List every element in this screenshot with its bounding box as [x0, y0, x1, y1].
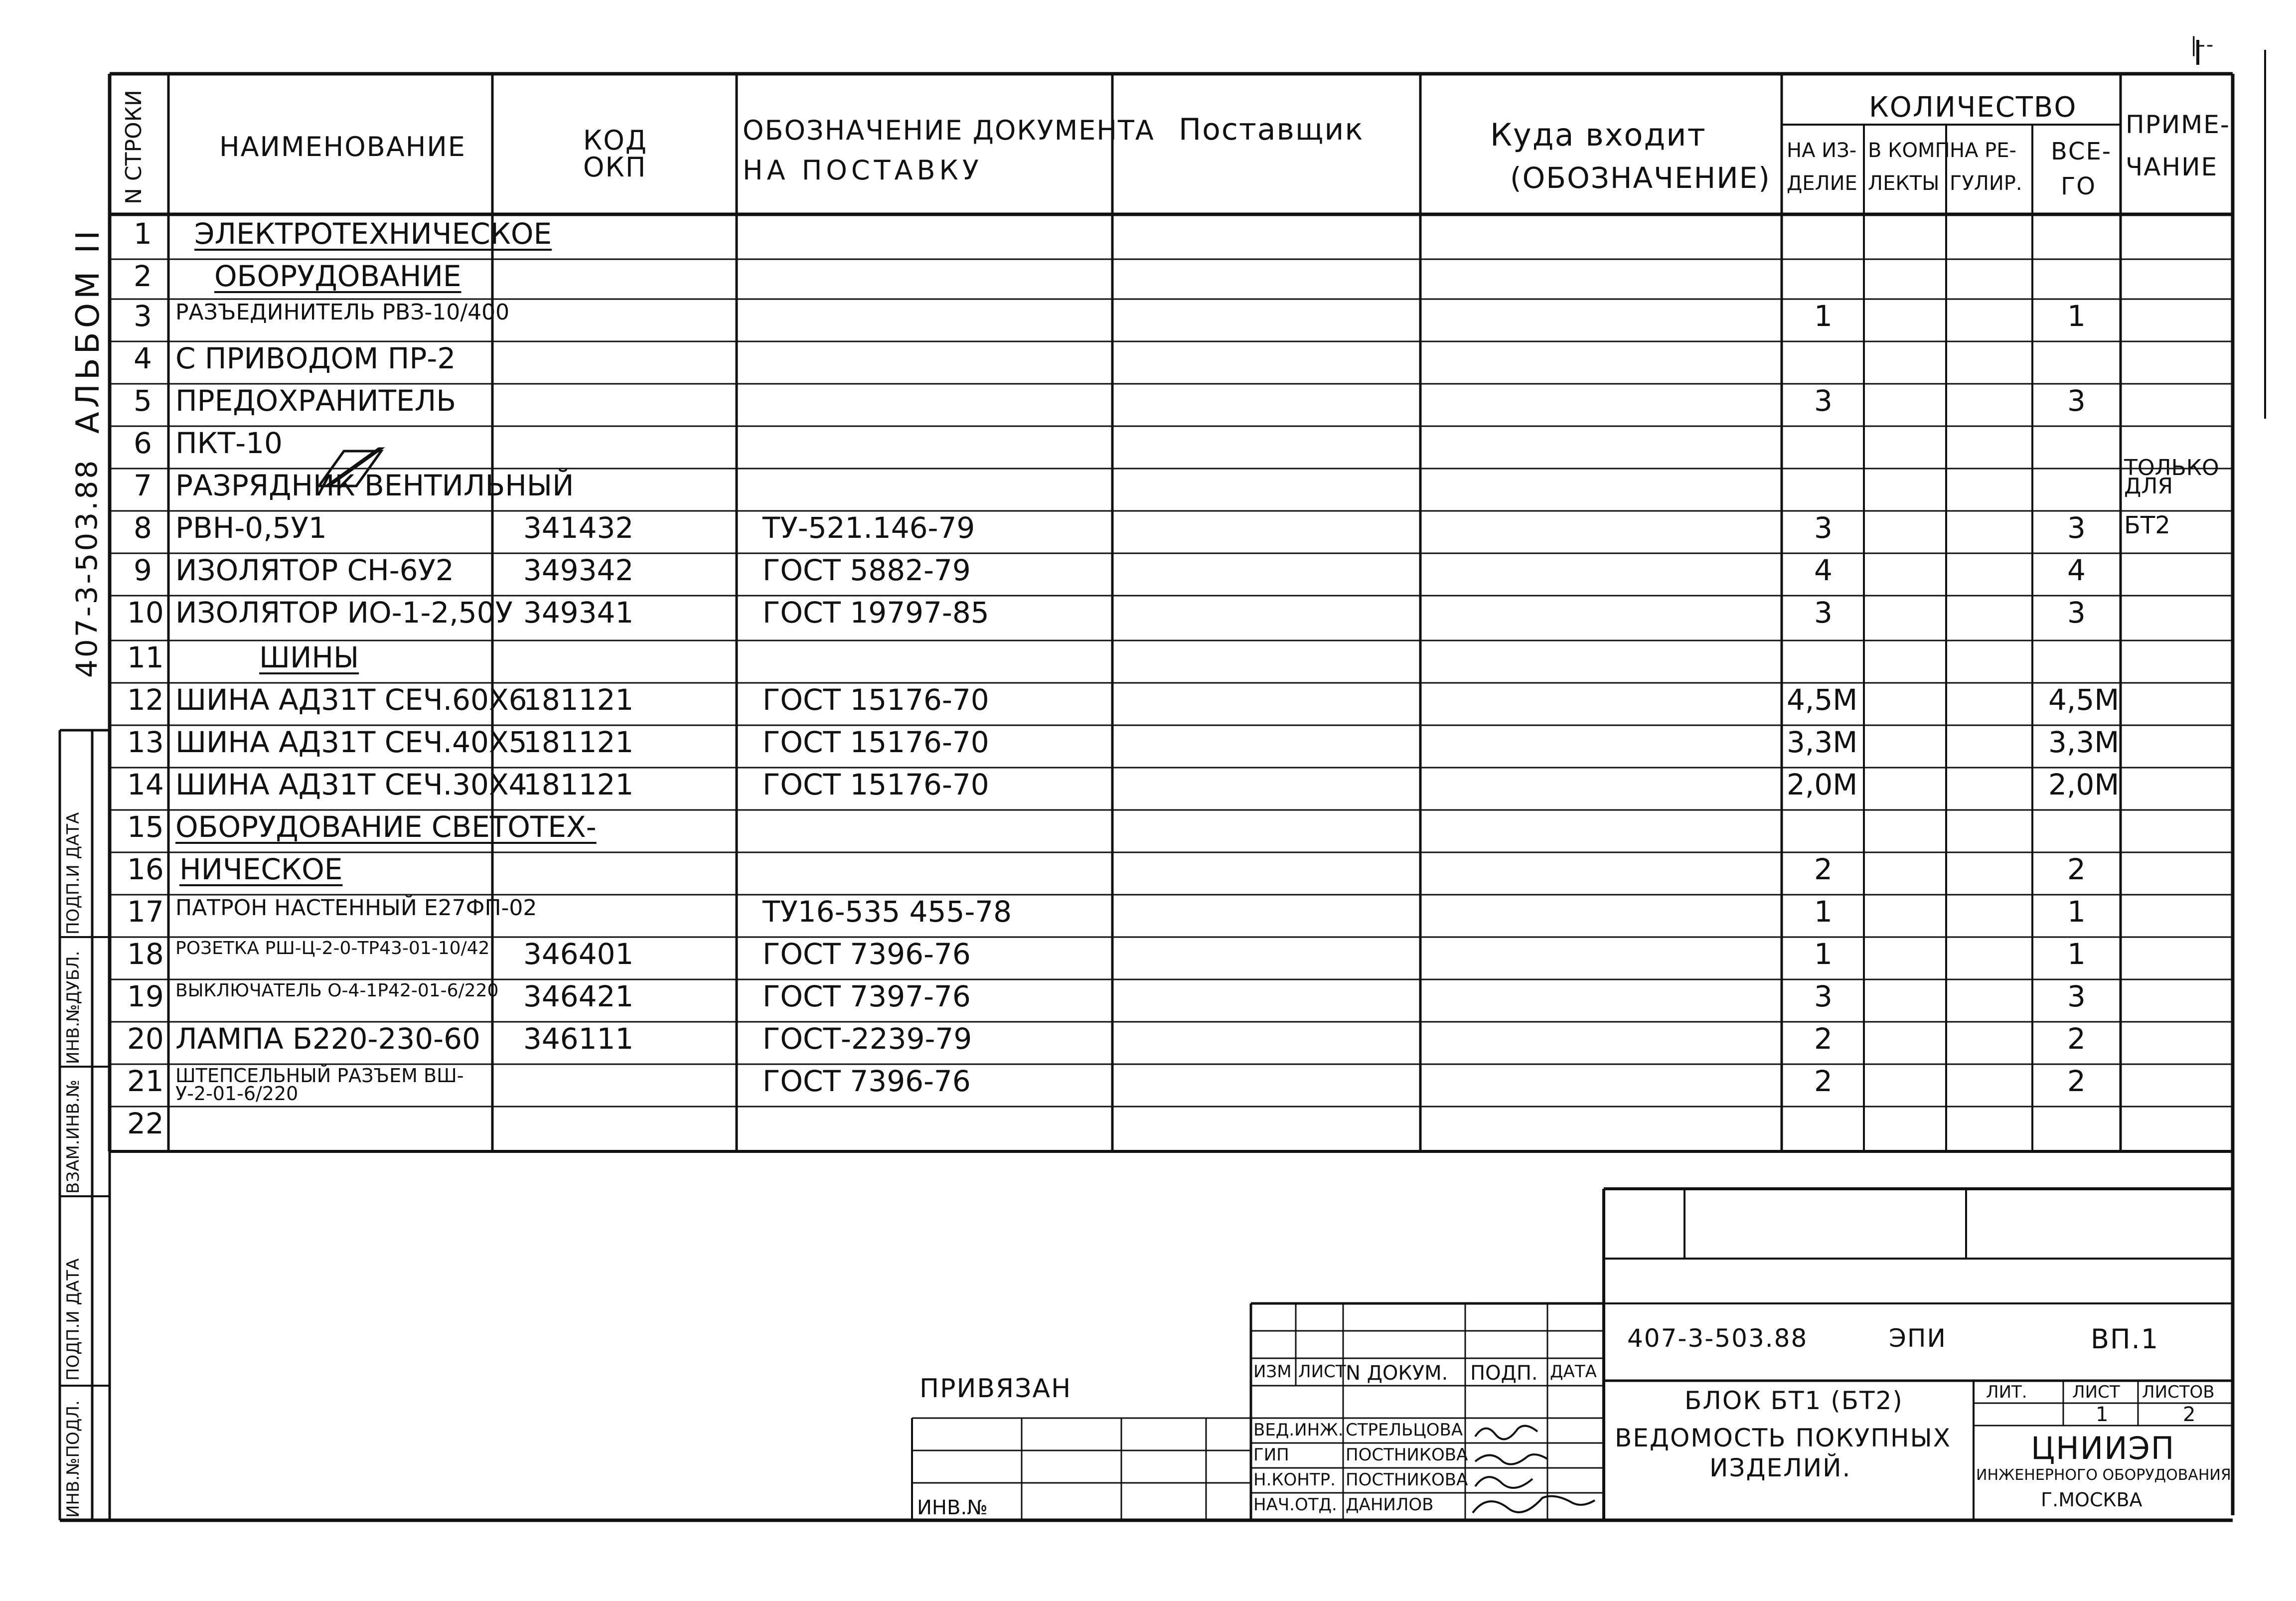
qty-per-item: 4	[1814, 553, 1833, 587]
signature-4	[1473, 1496, 1595, 1513]
header-q-item-2: ДЕЛИЕ	[1787, 172, 1857, 195]
supply-doc: ГОСТ 7397-76	[763, 979, 971, 1013]
item-name: ПКТ-10	[175, 426, 283, 460]
item-name: ОБОРУДОВАНИЕ	[214, 259, 461, 293]
okp-code: 181121	[523, 725, 634, 759]
item-name: ПАТРОН НАСТЕННЫЙ Е27ФП-02	[175, 895, 537, 921]
item-name: ШИНА АД31Т СЕЧ.40Х5	[175, 725, 527, 759]
qty-per-item: 3	[1814, 511, 1833, 545]
header-note-1: ПРИМЕ-	[2126, 110, 2230, 139]
qty-total: 4	[2067, 553, 2086, 587]
doc-code: 407-3-503.88	[1627, 1324, 1808, 1353]
sheet-id: ВП.1	[2091, 1323, 2159, 1355]
header-q-adj-1: НА РЕ-	[1950, 139, 2016, 162]
okp-code: 181121	[523, 768, 634, 801]
qty-per-item: 1	[1814, 937, 1833, 971]
list-value: 1	[2096, 1403, 2109, 1426]
col-data: ДАТА	[1550, 1362, 1597, 1382]
lit-label: ЛИТ.	[1986, 1382, 2027, 1402]
role-2: ГИП	[1253, 1445, 1289, 1465]
okp-code: 349342	[523, 553, 634, 587]
qty-total: 4,5М	[2048, 683, 2120, 717]
stamp-sign-date-1: ПОДП.И ДАТА	[63, 1258, 83, 1381]
supply-doc: ГОСТ 15176-70	[763, 683, 989, 717]
album-number: 407-3-503.88	[70, 458, 104, 678]
row-number: 10	[127, 596, 164, 630]
name-2: ПОСТНИКОВА	[1346, 1445, 1468, 1465]
item-name: ШИНА АД31Т СЕЧ.30Х4	[175, 768, 527, 801]
header-supplier: Поставщик	[1179, 112, 1364, 147]
supply-doc: ГОСТ 5882-79	[763, 553, 971, 587]
row-number: 11	[127, 640, 164, 674]
header-where-line2: (ОБОЗНАЧЕНИЕ)	[1510, 161, 1771, 195]
supply-doc: ТУ-521.146-79	[763, 511, 975, 545]
qty-per-item: 2,0М	[1787, 768, 1858, 801]
inv-no-label: ИНВ.№	[917, 1496, 988, 1519]
row-number: 17	[127, 895, 164, 929]
block-title: БЛОК БТ1 (БТ2)	[1684, 1386, 1903, 1415]
stamp-sign-date-2: ПОДП.И ДАТА	[63, 812, 83, 935]
row-number: 12	[127, 683, 164, 717]
row-number: 2	[134, 259, 152, 293]
row-number: 20	[127, 1022, 164, 1056]
item-name: РВН-0,5У1	[175, 511, 327, 545]
row-number: 9	[134, 553, 152, 587]
qty-total: 3,3М	[2048, 725, 2120, 759]
name-1: СТРЕЛЬЦОВА	[1346, 1420, 1463, 1440]
row-number: 13	[127, 725, 164, 759]
item-note: БТ2	[2124, 511, 2170, 539]
col-list: ЛИСТ	[1298, 1362, 1346, 1382]
supply-doc: ГОСТ 7396-76	[763, 937, 971, 971]
item-name: ШИНА АД31Т СЕЧ.60Х6	[175, 683, 527, 717]
row-number: 14	[127, 768, 164, 801]
item-note: ТОЛЬКО ДЛЯ	[2124, 455, 2219, 499]
qty-per-item: 4,5М	[1787, 683, 1858, 717]
qty-per-item: 2	[1814, 852, 1833, 886]
item-name: НИЧЕСКОЕ	[179, 852, 343, 886]
listov-value: 2	[2183, 1403, 2196, 1426]
supply-doc: ГОСТ 15176-70	[763, 725, 989, 759]
stamp-inv-dubl: ИНВ.№ДУБЛ.	[63, 951, 83, 1064]
supply-doc: ГОСТ-2239-79	[763, 1022, 972, 1056]
item-name: ИЗОЛЯТОР ИО-1-2,50У	[175, 596, 513, 630]
supply-doc: ТУ16-535 455-78	[763, 895, 1012, 929]
row-number: 5	[134, 384, 152, 418]
okp-code: 341432	[523, 511, 634, 545]
header-where-line1: Куда входит	[1490, 117, 1706, 153]
item-name: ЭЛЕКТРОТЕХНИЧЕСКОЕ	[194, 217, 552, 251]
header-q-total-2: ГО	[2061, 172, 2097, 200]
qty-per-item: 3	[1814, 979, 1833, 1013]
item-name: РАЗЪЕДИНИТЕЛЬ РВЗ-10/400	[175, 300, 510, 325]
header-q-total-1: ВСЕ-	[2051, 138, 2112, 165]
okp-code: 349341	[523, 596, 634, 630]
supply-doc: ГОСТ 7396-76	[763, 1064, 971, 1098]
row-number: 4	[134, 341, 152, 375]
row-number: 18	[127, 937, 164, 971]
signature-1	[1475, 1426, 1537, 1440]
item-name: ШИНЫ	[259, 640, 359, 674]
item-name: ПРЕДОХРАНИТЕЛЬ	[175, 384, 457, 418]
item-name: С ПРИВОДОМ ПР-2	[175, 341, 456, 375]
row-number: 1	[134, 217, 152, 251]
qty-total: 2	[2067, 1064, 2086, 1098]
okp-code: 346401	[523, 937, 634, 971]
row-number: 3	[134, 299, 152, 333]
org-city: Г.МОСКВА	[2041, 1489, 2143, 1511]
okp-code: 181121	[523, 683, 634, 717]
item-name: ЛАМПА Б220-230-60	[175, 1022, 480, 1056]
doc-title-2: ИЗДЕЛИЙ.	[1709, 1453, 1851, 1482]
supply-doc: ГОСТ 19797-85	[763, 596, 989, 630]
item-name: ШТЕПСЕЛЬНЫЙ РАЗЪЕМ ВШ-У-2-01-6/220	[175, 1065, 464, 1105]
row-number: 16	[127, 852, 164, 886]
header-q-item-1: НА ИЗ-	[1787, 139, 1857, 162]
qty-total: 2,0М	[2048, 768, 2120, 801]
item-name: ВЫКЛЮЧАТЕЛЬ О-4-1Р42-01-6/220	[175, 980, 499, 1001]
name-3: ПОСТНИКОВА	[1346, 1470, 1468, 1490]
header-name: НАИМЕНОВАНИЕ	[219, 131, 466, 162]
qty-per-item: 3	[1814, 596, 1833, 630]
header-note-2: ЧАНИЕ	[2126, 153, 2218, 181]
privyazan-label: ПРИВЯЗАН	[919, 1374, 1072, 1404]
item-name: РАЗРЯДНИК ВЕНТИЛЬНЫЙ	[175, 469, 574, 502]
row-number: 22	[127, 1107, 164, 1140]
name-4: ДАНИЛОВ	[1346, 1495, 1434, 1515]
qty-per-item: 2	[1814, 1064, 1833, 1098]
row-number: 21	[127, 1064, 164, 1098]
okp-code: 346421	[523, 979, 634, 1013]
role-3: Н.КОНТР.	[1253, 1470, 1336, 1490]
qty-total: 3	[2067, 979, 2086, 1013]
header-doc-line2: НА ПОСТАВКУ	[743, 155, 983, 186]
org-dept: ИНЖЕНЕРНОГО ОБОРУДОВАНИЯ	[1976, 1466, 2231, 1484]
stamp-inv-orig: ИНВ.№ПОДЛ.	[63, 1400, 83, 1518]
col-izm: ИЗМ	[1253, 1362, 1292, 1382]
row-number: 15	[127, 810, 164, 844]
stamp-vzam-inv: ВЗАМ.ИНВ.№	[63, 1079, 83, 1194]
qty-per-item: 3,3М	[1787, 725, 1858, 759]
qty-total: 3	[2067, 384, 2086, 418]
header-okp-code: КОД ОКП	[583, 125, 648, 183]
row-number: 6	[134, 426, 152, 460]
row-number: 8	[134, 511, 152, 545]
supply-doc: ГОСТ 15176-70	[763, 768, 989, 801]
item-name: ИЗОЛЯТОР СН-6У2	[175, 553, 454, 587]
header-row-no: N СТРОКИ	[121, 90, 147, 204]
qty-total: 2	[2067, 1022, 2086, 1056]
album-label: АЛЬБОМ II	[70, 226, 107, 434]
doc-part: ЭПИ	[1889, 1324, 1947, 1353]
row-number: 7	[134, 469, 152, 502]
list-label: ЛИСТ	[2072, 1382, 2120, 1402]
qty-total: 1	[2067, 895, 2086, 929]
qty-per-item: 1	[1814, 299, 1833, 333]
listov-label: ЛИСТОВ	[2142, 1382, 2215, 1402]
role-4: НАЧ.ОТД.	[1253, 1495, 1337, 1515]
item-name: РОЗЕТКА РШ-Ц-2-0-ТР43-01-10/42	[175, 938, 490, 959]
org-name: ЦНИИЭП	[2031, 1430, 2175, 1466]
qty-total: 1	[2067, 937, 2086, 971]
col-ndok: N ДОКУМ.	[1346, 1362, 1448, 1385]
qty-total: 1	[2067, 299, 2086, 333]
header-quantity: КОЛИЧЕСТВО	[1869, 91, 2077, 124]
header-q-adj-2: ГУЛИР.	[1950, 172, 2022, 195]
qty-per-item: 3	[1814, 384, 1833, 418]
corner-mark: |--	[2190, 33, 2215, 56]
role-1: ВЕД.ИНЖ.	[1253, 1420, 1344, 1440]
header-q-kit-1: В КОМП	[1868, 139, 1950, 162]
col-podp: ПОДП.	[1470, 1362, 1538, 1385]
qty-per-item: 1	[1814, 895, 1833, 929]
item-name: ОБОРУДОВАНИЕ СВЕТОТЕХ-	[175, 810, 597, 844]
signature-3	[1475, 1477, 1532, 1488]
header-doc-line1: ОБОЗНАЧЕНИЕ ДОКУМЕНТА	[743, 115, 1155, 146]
qty-total: 2	[2067, 852, 2086, 886]
qty-total: 3	[2067, 596, 2086, 630]
qty-per-item: 2	[1814, 1022, 1833, 1056]
row-number: 19	[127, 979, 164, 1013]
okp-code: 346111	[523, 1022, 634, 1056]
doc-title-1: ВЕДОМОСТЬ ПОКУПНЫХ	[1615, 1424, 1951, 1452]
qty-total: 3	[2067, 511, 2086, 545]
signature-2	[1475, 1454, 1547, 1464]
header-q-kit-2: ЛЕКТЫ	[1868, 172, 1940, 195]
